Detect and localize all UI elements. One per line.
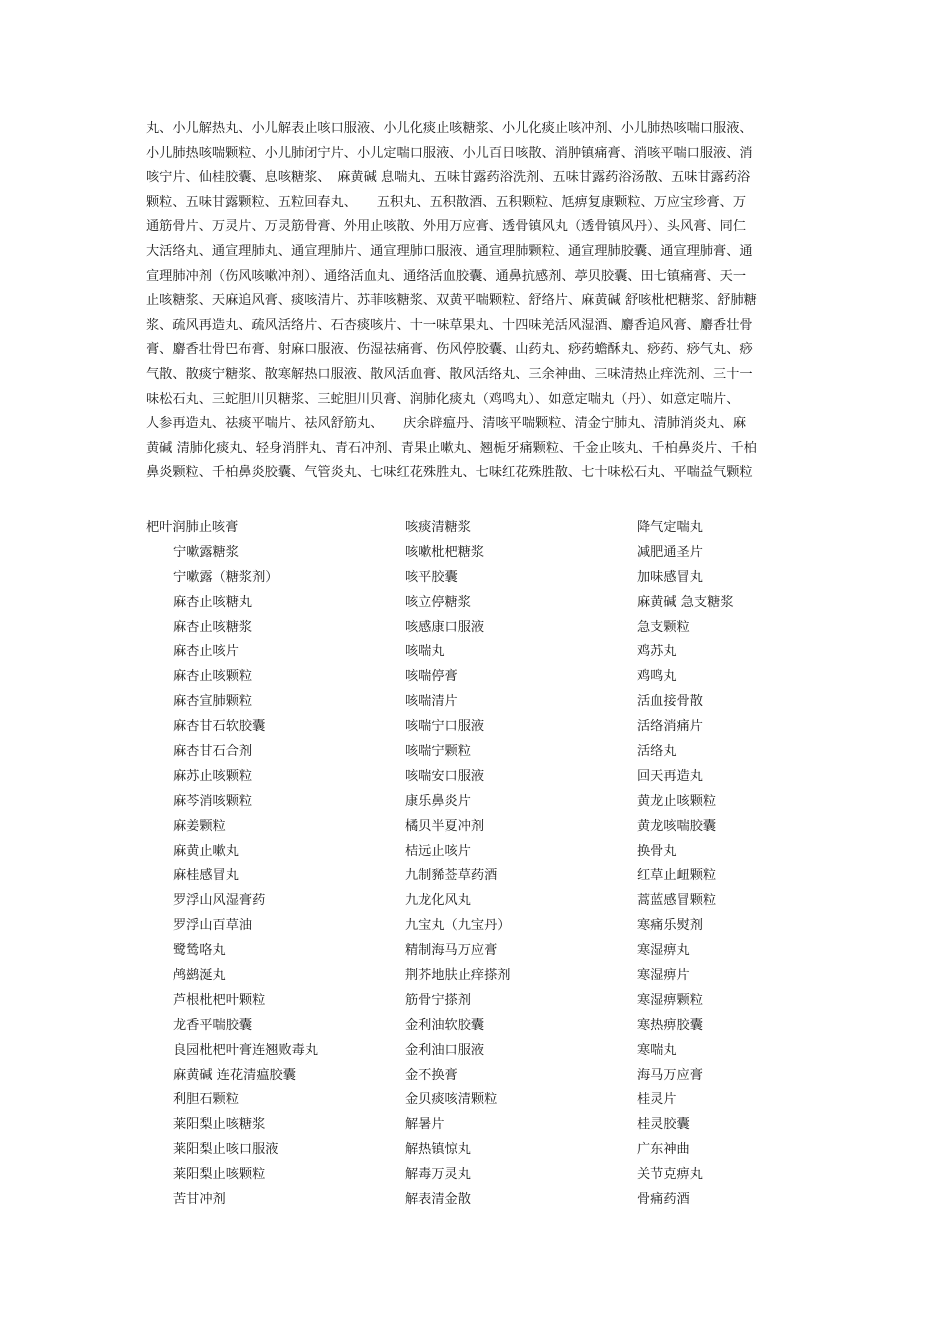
list-item: 麻杏止咳颗粒 xyxy=(173,669,253,685)
paragraph-line: 人参再造丸、祛痰平喘片、祛风舒筋丸、 庆余辟瘟丹、清咳平喘颗粒、清金宁肺丸、清肺消炎丸、麻 xyxy=(146,416,747,432)
list-item: 康乐鼻炎片 xyxy=(405,793,471,809)
paragraph-line: 丸、小儿解热丸、小儿解表止咳口服液、小儿化痰止咳糖浆、小儿化痰止咳冲剂、小儿肺热咳喘口服液、 xyxy=(146,121,753,136)
list-item: 莱阳梨止咳颗粒 xyxy=(173,1167,266,1183)
list-item: 荆芥地肤止痒搽剂 xyxy=(405,968,511,984)
list-item: 寒湿痹丸 xyxy=(637,943,690,959)
list-item: 良园枇杷叶膏连翘败毒丸 xyxy=(173,1042,319,1058)
paragraph-line: 止咳糖浆、天麻追风膏、痰咳清片、苏菲咳糖浆、双黄平喘颗粒、舒络片、麻黄碱 舒咳枇杷糖浆、舒肺糖 xyxy=(146,293,757,309)
list-item: 宁嗽露（糖浆剂） xyxy=(173,569,279,585)
list-item: 寒喘丸 xyxy=(637,1042,677,1058)
paragraph-line: 宣理肺冲剂（伤风咳嗽冲剂）、通络活血丸、通络活血胶囊、通鼻抗感剂、葶贝胶囊、田七镇痛膏、天一 xyxy=(146,268,747,284)
list-item: 莱阳梨止咳口服液 xyxy=(173,1142,279,1158)
drug-column-2 xyxy=(405,516,625,1213)
list-item: 红草止衄颗粒 xyxy=(637,868,717,884)
list-item: 急支颗粒 xyxy=(637,619,690,635)
list-item: 关节克痹丸 xyxy=(637,1167,703,1183)
list-item: 龙香平喘胶囊 xyxy=(173,1017,253,1033)
list-item: 麻姜颗粒 xyxy=(173,818,226,834)
paragraph-line: 颗粒、五味甘露颗粒、五粒回春丸、 五积丸、五积散酒、五积颗粒、尪痹复康颗粒、万应宝珍膏、万 xyxy=(146,194,747,210)
list-item: 罗浮山风湿膏药 xyxy=(173,893,266,909)
list-item: 咳喘宁口服液 xyxy=(405,719,485,735)
paragraph-line: 浆、疏风再造丸、疏风活络片、石杏痰咳片、十一味草果丸、十四味羌活风湿酒、麝香追风膏、麝香壮骨 xyxy=(146,317,753,333)
list-item: 寒痛乐熨剂 xyxy=(637,918,703,934)
list-item: 金贝痰咳清颗粒 xyxy=(405,1092,498,1108)
list-item: 海马万应膏 xyxy=(637,1067,703,1083)
list-item: 咳喘停膏 xyxy=(405,669,458,685)
paragraph-line: 大活络丸、通宣理肺丸、通宣理肺片、通宣理肺口服液、通宣理肺颗粒、通宣理肺胶囊、通宣理肺膏、通 xyxy=(146,243,753,259)
list-item: 桂灵胶囊 xyxy=(637,1117,690,1133)
list-item: 金不换膏 xyxy=(405,1067,458,1083)
list-item: 鹭鸶咯丸 xyxy=(173,943,226,959)
list-item: 麻黄碱 急支糖浆 xyxy=(637,594,734,610)
list-item: 寒热痹胶囊 xyxy=(637,1017,703,1033)
list-item: 减肥通圣片 xyxy=(637,544,703,560)
list-item: 解表清金散 xyxy=(405,1192,471,1208)
paragraph-line: 黄碱 清肺化痰丸、轻身消胖丸、青石冲剂、青果止嗽丸、翘栀牙痛颗粒、千金止咳丸、千柏鼻炎片、千柏 xyxy=(146,440,757,456)
paragraph-line: 味松石丸、三蛇胆川贝糖浆、三蛇胆川贝膏、润肺化痰丸（鸡鸣丸）、如意定喘丸（丹）、如意定喘片、 xyxy=(146,391,740,407)
list-item: 咳痰清糖浆 xyxy=(405,520,471,535)
list-item: 降气定喘丸 xyxy=(637,520,703,535)
list-item: 咳感康口服液 xyxy=(405,619,485,635)
drug-column-1 xyxy=(146,516,386,1213)
list-item: 加味感冒丸 xyxy=(637,569,703,585)
list-item: 回天再造丸 xyxy=(637,768,703,784)
list-item: 咳喘宁颗粒 xyxy=(405,744,471,760)
list-item: 解热镇惊丸 xyxy=(405,1142,471,1158)
list-item: 麻杏止咳糖浆 xyxy=(173,619,253,635)
list-item: 桔远止咳片 xyxy=(405,843,471,859)
list-item: 麻黄碱 连花清瘟胶囊 xyxy=(173,1067,296,1083)
list-item: 寒湿痹颗粒 xyxy=(637,992,703,1008)
drug-column-3 xyxy=(637,516,837,1213)
list-item: 麻杏甘石软胶囊 xyxy=(173,719,266,735)
paragraph-line: 鼻炎颗粒、千柏鼻炎胶囊、气管炎丸、七味红花殊胜丸、七味红花殊胜散、七十味松石丸、平喘益气颗粒 xyxy=(146,465,753,481)
list-item: 解暑片 xyxy=(405,1117,445,1133)
list-item: 杷叶润肺止咳膏 xyxy=(146,520,239,535)
list-item: 广东神曲 xyxy=(637,1142,690,1158)
list-item: 麻黄止嗽丸 xyxy=(173,843,239,859)
list-item: 麻杏宣肺颗粒 xyxy=(173,694,253,710)
list-item: 莱阳梨止咳糖浆 xyxy=(173,1117,266,1133)
list-item: 鸡苏丸 xyxy=(637,644,677,660)
list-item: 金利油口服液 xyxy=(405,1042,485,1058)
paragraph-line: 小儿肺热咳喘颗粒、小儿肺闭宁片、小儿定喘口服液、小儿百日咳散、消肿镇痛膏、消咳平喘口服液、消 xyxy=(146,145,753,161)
list-item: 苦甘冲剂 xyxy=(173,1192,226,1208)
list-item: 咳平胶囊 xyxy=(405,569,458,585)
list-item: 黄龙咳喘胶囊 xyxy=(637,818,717,834)
list-item: 换骨丸 xyxy=(637,843,677,859)
list-item: 精制海马万应膏 xyxy=(405,943,498,959)
list-item: 麻杏甘石合剂 xyxy=(173,744,253,760)
list-item: 蒿蓝感冒颗粒 xyxy=(637,893,717,909)
list-item: 骨痛药酒 xyxy=(637,1192,690,1208)
list-item: 咳喘安口服液 xyxy=(405,768,485,784)
list-item: 麻苏止咳颗粒 xyxy=(173,768,253,784)
list-item: 麻杏止咳片 xyxy=(173,644,239,660)
list-item: 橘贝半夏冲剂 xyxy=(405,818,485,834)
list-item: 宁嗽露糖浆 xyxy=(173,544,239,560)
list-item: 九宝丸（九宝丹） xyxy=(405,918,511,934)
paragraph-line: 膏、麝香壮骨巴布膏、射麻口服液、伤湿祛痛膏、伤风停胶囊、山药丸、痧药蟾酥丸、痧药、痧气丸、痧 xyxy=(146,342,753,358)
list-item: 利胆石颗粒 xyxy=(173,1092,239,1108)
list-item: 咳喘清片 xyxy=(405,694,458,710)
list-item: 黄龙止咳颗粒 xyxy=(637,793,717,809)
list-item: 麻芩消咳颗粒 xyxy=(173,793,253,809)
list-item: 筋骨宁搽剂 xyxy=(405,992,471,1008)
drug-list-paragraph xyxy=(146,117,808,486)
paragraph-line: 咳宁片、仙桂胶囊、息咳糖浆、 麻黄碱 息喘丸、五味甘露药浴洗剂、五味甘露药浴汤散、五味甘露药浴 xyxy=(146,170,751,186)
list-item: 罗浮山百草油 xyxy=(173,918,253,934)
list-item: 活血接骨散 xyxy=(637,694,703,710)
paragraph-line: 气散、散痰宁糖浆、散寒解热口服液、散风活血膏、散风活络丸、三余神曲、三味清热止痒洗剂、三十一 xyxy=(146,366,753,382)
list-item: 鸬鹚涎丸 xyxy=(173,968,226,984)
list-item: 咳嗽枇杷糖浆 xyxy=(405,544,485,560)
list-item: 寒湿痹片 xyxy=(637,968,690,984)
list-item: 金利油软胶囊 xyxy=(405,1017,485,1033)
list-item: 九制豨莶草药酒 xyxy=(405,868,498,884)
list-item: 九龙化风丸 xyxy=(405,893,471,909)
list-item: 咳喘丸 xyxy=(405,644,445,660)
paragraph-line: 通筋骨片、万灵片、万灵筋骨膏、外用止咳散、外用万应膏、透骨镇风丸（透骨镇风丹）、头风膏、同仁 xyxy=(146,219,747,235)
list-item: 麻桂感冒丸 xyxy=(173,868,239,884)
list-item: 鸡鸣丸 xyxy=(637,669,677,685)
list-item: 活络丸 xyxy=(637,744,677,760)
list-item: 桂灵片 xyxy=(637,1092,677,1108)
list-item: 麻杏止咳糖丸 xyxy=(173,594,253,610)
list-item: 活络消痛片 xyxy=(637,719,703,735)
list-item: 解毒万灵丸 xyxy=(405,1167,471,1183)
list-item: 芦根枇杷叶颗粒 xyxy=(173,992,266,1008)
list-item: 咳立停糖浆 xyxy=(405,594,471,610)
